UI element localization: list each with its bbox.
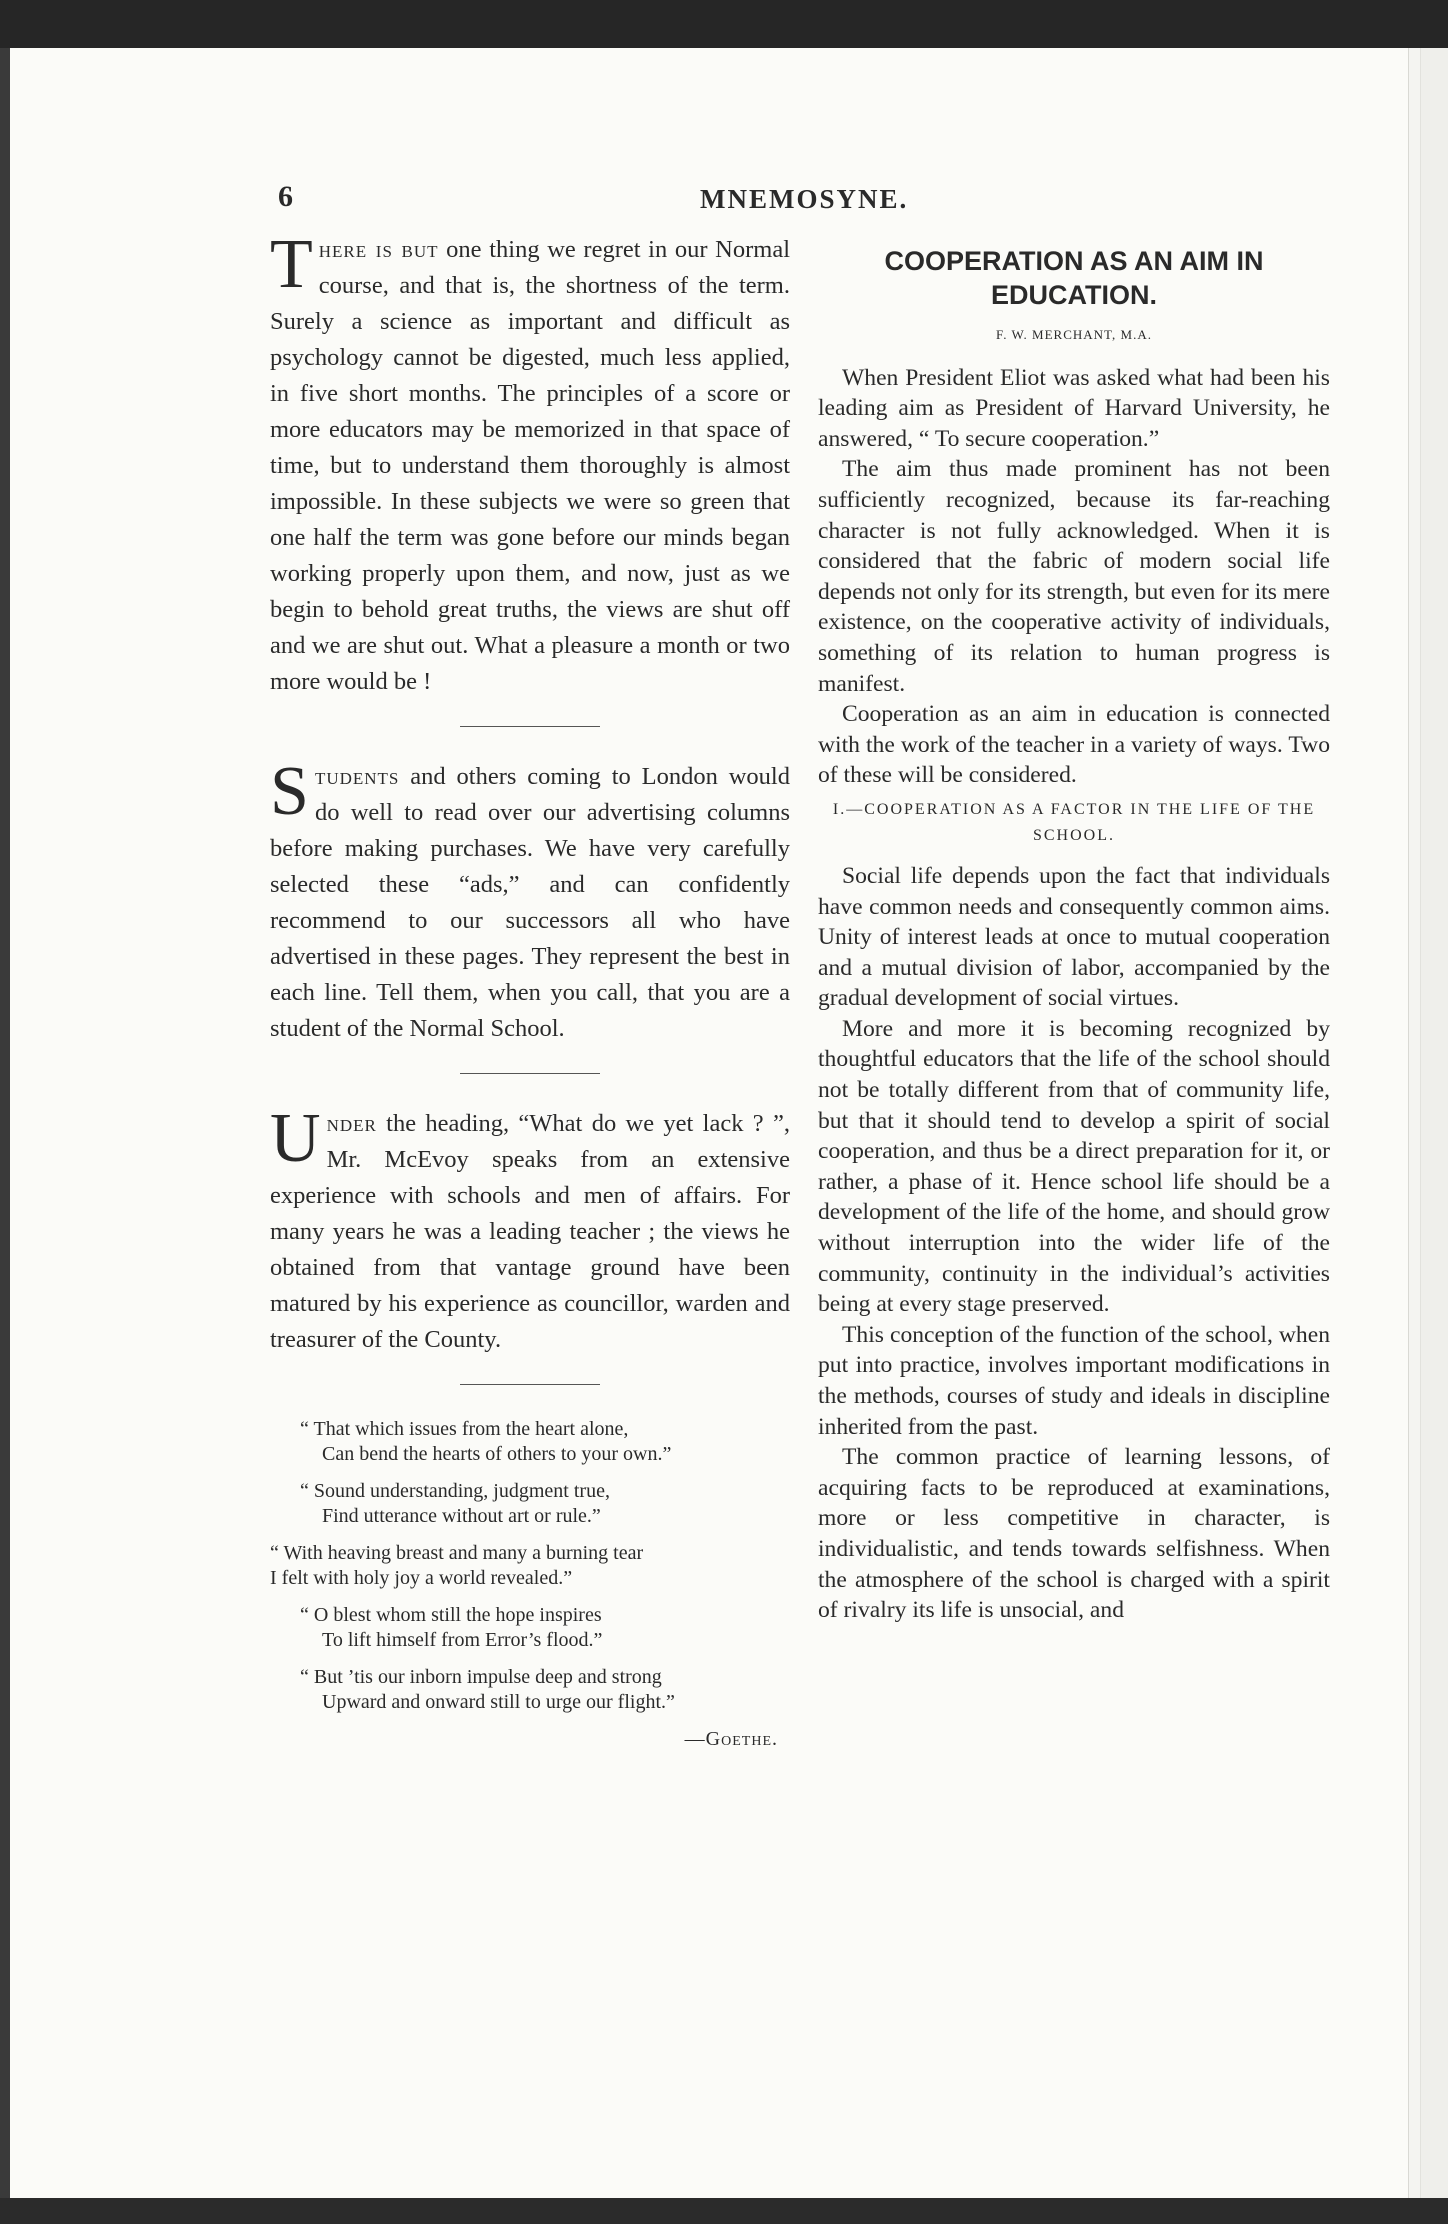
article-paragraph: Social life depends upon the fact that individuals have common needs and consequently common aims. Unity of interest leads at once to mutual cooperation and a mutual division of labor, accompanied by the gradual development of social virtues. (818, 862, 1330, 1012)
article-paragraph: More and more it is becoming recognized by thoughtful educators that the life of the school should not be totally different from that of community life, but that it should tend to develop a spirit of social cooperation, and thus be a direct preparation for it, or rather, a phase of it. Hence school life should be a development of the life of the home, and should grow without interruption into the wider life of the community, continuity in the individual’s activities being at every stage preserved. (818, 1015, 1330, 1318)
lead-in: tudents (314, 763, 400, 790)
dropcap: S (270, 753, 309, 830)
right-column (818, 244, 1330, 1626)
article-paragraph: The aim thus made prominent has not been sufficiently recognized, because its far-reaching character is not fully acknowledged. When it is considered that the fabric of modern social life depends not only for its strength, but even for its mere existence, on the cooperative activity of individuals, something of its relation to human progress is manifest. (818, 456, 1330, 697)
quote-line: “ O blest whom still the hope inspires (300, 1604, 602, 1626)
page-edge-inner (1420, 48, 1448, 2198)
paragraph-students (270, 753, 790, 1047)
article-title: COOPERATION AS AN AIM IN EDUCATION. (884, 246, 1264, 310)
scan-border-left (0, 48, 10, 2224)
left-column (270, 226, 791, 1752)
divider-rule (460, 726, 600, 727)
paragraph-text: and others coming to London would do well to read over our advertising columns before making purchases. We have very carefully selected these “ads,” and can confidently recommend to our successors all who have advertised in these pages. They represent the best in each line. Tell them, when you call, that you are a student of the Normal School. (270, 763, 790, 1042)
dropcap: U (270, 1100, 321, 1177)
quote (270, 1541, 790, 1591)
paragraph-text: the heading, “What do we yet lack ? ”, Mr. McEvoy speaks from an extensive experience with schools and men of affairs. For many years he was a leading teacher ; the views he obtained from that vantage ground have been matured by his experience as councillor, warden and treasurer of the County. (270, 1110, 790, 1353)
quote-attribution: —Goethe. (684, 1728, 778, 1750)
quote-line: Find utterance without art or rule.” (322, 1505, 601, 1527)
quote-line: To lift himself from Error’s flood.” (322, 1629, 603, 1651)
page-number: 6 (278, 180, 293, 213)
quote-line: Can bend the hearts of others to your own.” (322, 1443, 672, 1465)
divider-rule (460, 1073, 600, 1074)
quote-line: Upward and onward still to urge our flight.” (322, 1691, 675, 1713)
quote (270, 1417, 790, 1467)
paragraph-text: one thing we regret in our Normal course, and that is, the shortness of the term. Surely a science as important and difficult as psychology cannot be digested, much less applied, in five short months. The principles of a score or more educators may be memorized in that space of time, but to understand them thoroughly is almost impossible. In these subjects we were so green that one half the term was gone before our minds began working properly upon them, and now, just as we begin to behold great truths, the views are shut off and we are shut out. What a pleasure a month or two more would be ! (270, 236, 791, 695)
quote-line: “ With heaving breast and many a burning tear (270, 1542, 644, 1564)
article-byline: F. W. MERCHANT, M.A. (996, 327, 1152, 342)
article-paragraph: Cooperation as an aim in education is connected with the work of the teacher in a variety of ways. Two of these will be considered. (818, 701, 1330, 789)
quote-line: “ That which issues from the heart alone, (300, 1418, 629, 1440)
running-head: MNEMOSYNE. (700, 184, 909, 214)
article-paragraph: The common practice of learning lessons, of acquiring facts to be reproduced at examinations, more or less competitive in character, is individualistic, and tends towards selfishness. When the atmosphere of the school is charged with a spirit of rivalry its life is unsocial, and (818, 1444, 1330, 1624)
quote (270, 1665, 790, 1715)
goethe-quotes (270, 1417, 790, 1752)
section-heading: I.—COOPERATION AS A FACTOR IN THE LIFE OF THE SCHOOL. (832, 800, 1316, 844)
paragraph-normal-course (270, 226, 791, 700)
lead-in: here is but (318, 236, 439, 263)
article-paragraph: This conception of the function of the school, when put into practice, involves important modifications in the methods, courses of study and ideals in discipline inherited from the past. (818, 1321, 1330, 1440)
article-paragraph: When President Eliot was asked what had been his leading aim as President of Harvard University, he answered, “ To secure cooperation.” (818, 364, 1330, 452)
paragraph-mcevoy (270, 1100, 790, 1358)
quote-line: “ But ’tis our inborn impulse deep and strong (300, 1666, 662, 1688)
quote (270, 1603, 790, 1653)
dropcap: T (270, 226, 313, 303)
quote-line: I felt with holy joy a world revealed.” (270, 1567, 573, 1589)
scan-border-bottom (0, 2198, 1448, 2224)
scan-border-top (0, 0, 1448, 48)
quote (270, 1479, 790, 1529)
divider-rule (460, 1384, 600, 1385)
lead-in: nder (326, 1110, 377, 1137)
quote-line: “ Sound understanding, judgment true, (300, 1480, 610, 1502)
